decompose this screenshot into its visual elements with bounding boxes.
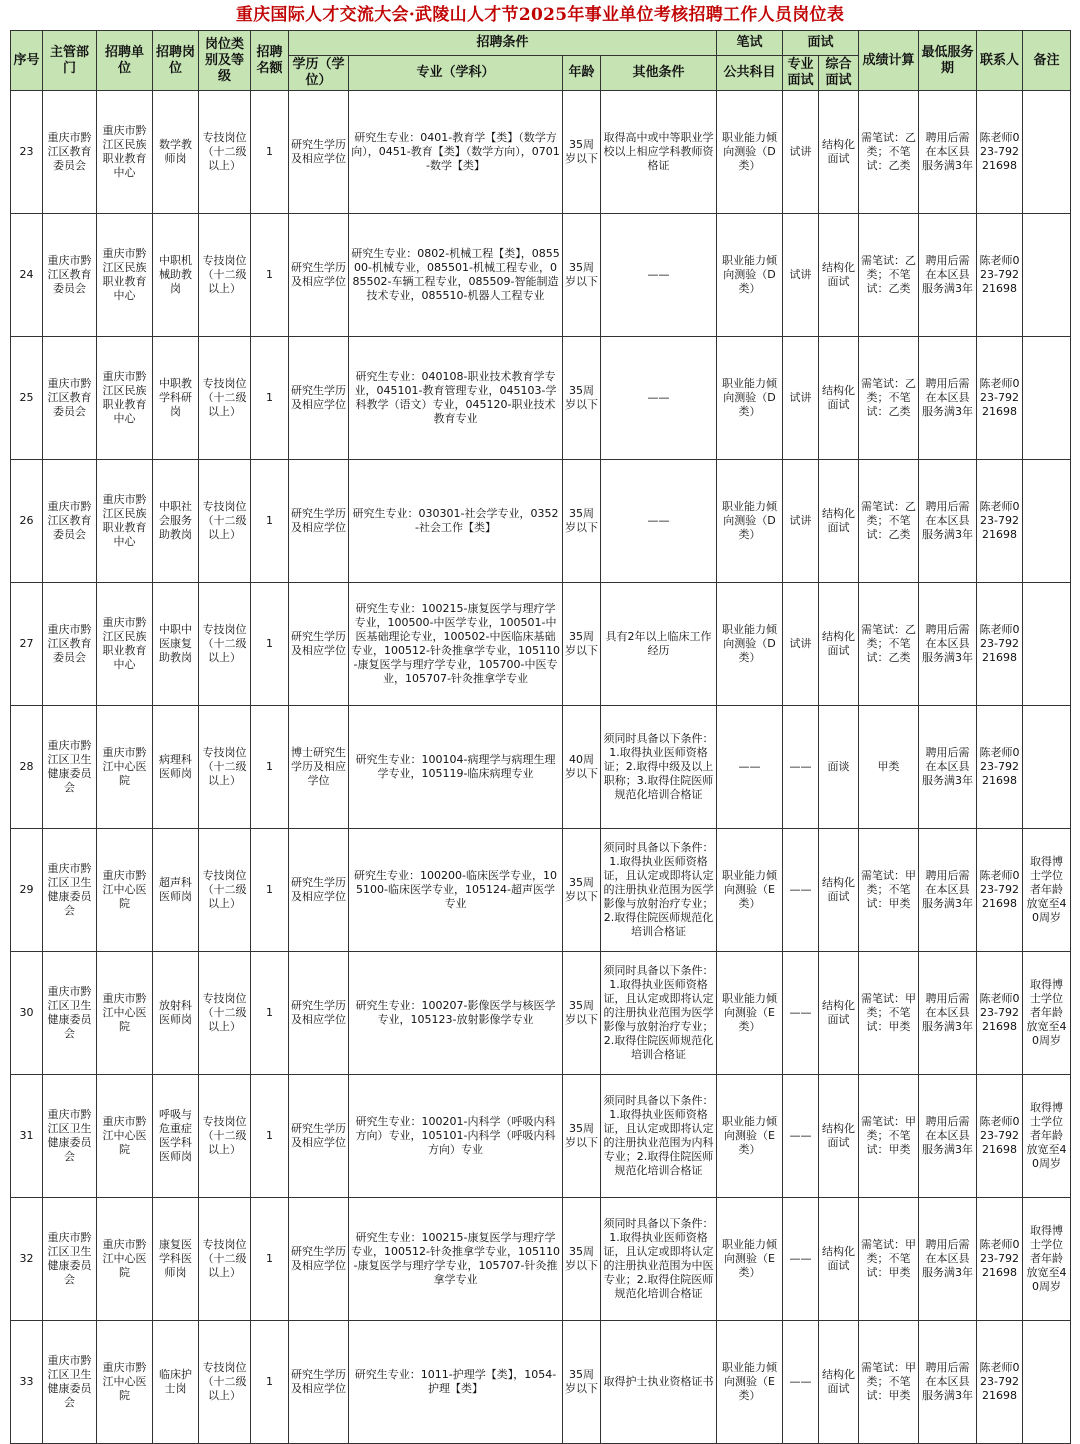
cell-category: 专技岗位（十二级以上） [199,214,251,337]
table-row [11,1075,1071,1198]
table-row [11,337,1071,460]
header-service: 最低服务期 [919,31,977,91]
positions-table [10,30,1071,1444]
cell-category: 专技岗位（十二级以上） [199,583,251,706]
cell-education: 研究生学历及相应学位 [289,829,349,952]
cell-remark [1023,91,1071,214]
header-other: 其他条件 [601,56,717,91]
cell-service: 聘用后需在本区县服务满3年 [919,583,977,706]
header-seq: 序号 [11,31,43,91]
cell-age: 35周岁以下 [563,952,601,1075]
cell-dept: 重庆市黔江区教育委员会 [43,337,97,460]
cell-public: 职业能力倾向测验（E类） [717,952,783,1075]
cell-contact: 陈老师023-79221698 [977,460,1023,583]
cell-comp-interview: 结构化面试 [819,1198,859,1321]
cell-comp-interview: 结构化面试 [819,214,859,337]
cell-age: 35周岁以下 [563,1075,601,1198]
cell-remark [1023,583,1071,706]
table-row [11,583,1071,706]
cell-quota: 1 [251,91,289,214]
cell-category: 专技岗位（十二级以上） [199,91,251,214]
cell-remark [1023,460,1071,583]
cell-post: 中职机械助教岗 [153,214,199,337]
cell-other: 须同时具备以下条件：1.取得执业医师资格证，且认定或即将认定的注册执业范围为医学影像与放射治疗专业；2.取得住院医师规范化培训合格证 [601,952,717,1075]
cell-age: 40周岁以下 [563,706,601,829]
cell-score: 需笔试：甲类；不笔试：甲类 [859,829,919,952]
cell-unit: 重庆市黔江中心医院 [97,952,153,1075]
cell-other: 须同时具备以下条件：1.取得执业医师资格证，且认定或即将认定的注册执业范围为医学影像与放射治疗专业；2.取得住院医师规范化培训合格证 [601,829,717,952]
cell-score: 需笔试：乙类；不笔试：乙类 [859,214,919,337]
cell-education: 研究生学历及相应学位 [289,952,349,1075]
cell-score: 需笔试：甲类；不笔试：甲类 [859,952,919,1075]
table-header [11,31,1071,91]
cell-comp-interview: 结构化面试 [819,583,859,706]
table-row [11,1198,1071,1321]
cell-other: —— [601,460,717,583]
header-written: 笔试 [717,31,783,56]
cell-comp-interview: 结构化面试 [819,460,859,583]
cell-public: 职业能力倾向测验（E类） [717,1198,783,1321]
cell-unit: 重庆市黔江区民族职业教育中心 [97,460,153,583]
cell-public: 职业能力倾向测验（E类） [717,1321,783,1444]
cell-seq: 27 [11,583,43,706]
cell-quota: 1 [251,1075,289,1198]
cell-service: 聘用后需在本区县服务满3年 [919,829,977,952]
cell-dept: 重庆市黔江区教育委员会 [43,91,97,214]
cell-score: 需笔试：甲类；不笔试：甲类 [859,1075,919,1198]
cell-comp-interview: 结构化面试 [819,952,859,1075]
cell-contact: 陈老师023-79221698 [977,1321,1023,1444]
cell-remark [1023,337,1071,460]
cell-comp-interview: 结构化面试 [819,1075,859,1198]
cell-contact: 陈老师023-79221698 [977,952,1023,1075]
cell-unit: 重庆市黔江中心医院 [97,829,153,952]
cell-remark [1023,214,1071,337]
cell-seq: 32 [11,1198,43,1321]
cell-seq: 31 [11,1075,43,1198]
cell-contact: 陈老师023-79221698 [977,1198,1023,1321]
cell-age: 35周岁以下 [563,1198,601,1321]
cell-education: 研究生学历及相应学位 [289,583,349,706]
cell-unit: 重庆市黔江中心医院 [97,1198,153,1321]
cell-unit: 重庆市黔江中心医院 [97,706,153,829]
cell-score: 需笔试：乙类；不笔试：乙类 [859,583,919,706]
header-education: 学历（学位） [289,56,349,91]
cell-remark: 取得博士学位者年龄放宽至40周岁 [1023,952,1071,1075]
cell-category: 专技岗位（十二级以上） [199,952,251,1075]
cell-other: —— [601,214,717,337]
cell-comp-interview: 结构化面试 [819,337,859,460]
cell-seq: 28 [11,706,43,829]
cell-contact: 陈老师023-79221698 [977,706,1023,829]
cell-unit: 重庆市黔江区民族职业教育中心 [97,91,153,214]
cell-seq: 33 [11,1321,43,1444]
cell-quota: 1 [251,1198,289,1321]
cell-quota: 1 [251,460,289,583]
cell-major: 研究生专业：100200-临床医学专业，105100-临床医学专业，105124-超声医学专业 [349,829,563,952]
cell-other: 须同时具备以下条件：1.取得执业医师资格证；2.取得中级及以上职称；3.取得住院医师规范化培训合格证 [601,706,717,829]
cell-remark: 取得博士学位者年龄放宽至40周岁 [1023,1198,1071,1321]
cell-comp-interview: 面谈 [819,706,859,829]
cell-contact: 陈老师023-79221698 [977,1075,1023,1198]
cell-other: 取得护士执业资格证书 [601,1321,717,1444]
cell-quota: 1 [251,583,289,706]
cell-service: 聘用后需在本区县服务满3年 [919,214,977,337]
cell-major: 研究生专业：100104-病理学与病理生理学专业，105119-临床病理专业 [349,706,563,829]
cell-comp-interview: 结构化面试 [819,1321,859,1444]
cell-quota: 1 [251,829,289,952]
cell-dept: 重庆市黔江区卫生健康委员会 [43,1321,97,1444]
header-category: 岗位类别及等级 [199,31,251,91]
header-contact: 联系人 [977,31,1023,91]
cell-category: 专技岗位（十二级以上） [199,460,251,583]
cell-dept: 重庆市黔江区卫生健康委员会 [43,829,97,952]
cell-pro-interview: 试讲 [783,91,819,214]
header-conditions: 招聘条件 [289,31,717,56]
cell-pro-interview: —— [783,706,819,829]
cell-public: 职业能力倾向测验（D类） [717,214,783,337]
cell-age: 35周岁以下 [563,1321,601,1444]
cell-unit: 重庆市黔江区民族职业教育中心 [97,583,153,706]
cell-public: 职业能力倾向测验（E类） [717,829,783,952]
cell-unit: 重庆市黔江区民族职业教育中心 [97,337,153,460]
cell-comp-interview: 结构化面试 [819,829,859,952]
table-row [11,1321,1071,1444]
cell-pro-interview: —— [783,1198,819,1321]
header-remark: 备注 [1023,31,1071,91]
cell-comp-interview: 结构化面试 [819,91,859,214]
cell-service: 聘用后需在本区县服务满3年 [919,1075,977,1198]
cell-other: 具有2年以上临床工作经历 [601,583,717,706]
cell-post: 康复医学科医师岗 [153,1198,199,1321]
cell-education: 研究生学历及相应学位 [289,460,349,583]
header-quota: 招聘名额 [251,31,289,91]
cell-post: 中职社会服务助教岗 [153,460,199,583]
cell-pro-interview: 试讲 [783,214,819,337]
cell-service: 聘用后需在本区县服务满3年 [919,1321,977,1444]
cell-education: 研究生学历及相应学位 [289,1075,349,1198]
cell-post: 呼吸与危重症医学科医师岗 [153,1075,199,1198]
cell-post: 数学教师岗 [153,91,199,214]
cell-seq: 26 [11,460,43,583]
cell-unit: 重庆市黔江区民族职业教育中心 [97,214,153,337]
cell-major: 研究生专业：1011-护理学【类】，1054-护理【类】 [349,1321,563,1444]
cell-age: 35周岁以下 [563,91,601,214]
cell-seq: 23 [11,91,43,214]
table-row [11,91,1071,214]
cell-remark: 取得博士学位者年龄放宽至40周岁 [1023,1075,1071,1198]
cell-category: 专技岗位（十二级以上） [199,829,251,952]
cell-age: 35周岁以下 [563,583,601,706]
cell-quota: 1 [251,952,289,1075]
cell-pro-interview: 试讲 [783,583,819,706]
cell-category: 专技岗位（十二级以上） [199,1198,251,1321]
cell-public: 职业能力倾向测验（D类） [717,91,783,214]
cell-dept: 重庆市黔江区教育委员会 [43,214,97,337]
cell-education: 研究生学历及相应学位 [289,337,349,460]
cell-unit: 重庆市黔江中心医院 [97,1321,153,1444]
cell-category: 专技岗位（十二级以上） [199,1075,251,1198]
cell-pro-interview: —— [783,829,819,952]
cell-category: 专技岗位（十二级以上） [199,706,251,829]
cell-post: 病理科医师岗 [153,706,199,829]
cell-dept: 重庆市黔江区教育委员会 [43,460,97,583]
cell-score: 甲类 [859,706,919,829]
page-title: 重庆国际人才交流大会·武陵山人才节2025年事业单位考核招聘工作人员岗位表 [235,5,845,25]
cell-seq: 29 [11,829,43,952]
header-comp-interview: 综合面试 [819,56,859,91]
cell-dept: 重庆市黔江区教育委员会 [43,583,97,706]
cell-pro-interview: 试讲 [783,460,819,583]
cell-dept: 重庆市黔江区卫生健康委员会 [43,1198,97,1321]
cell-seq: 30 [11,952,43,1075]
cell-contact: 陈老师023-79221698 [977,829,1023,952]
cell-public: 职业能力倾向测验（D类） [717,460,783,583]
cell-dept: 重庆市黔江区卫生健康委员会 [43,1075,97,1198]
header-interview: 面试 [783,31,859,56]
cell-age: 35周岁以下 [563,460,601,583]
table-row [11,952,1071,1075]
cell-score: 需笔试：乙类；不笔试：乙类 [859,460,919,583]
cell-public: —— [717,706,783,829]
cell-other: 须同时具备以下条件：1.取得执业医师资格证，且认定或即将认定的注册执业范围为中医专业；2.取得住院医师规范化培训合格证 [601,1198,717,1321]
cell-quota: 1 [251,706,289,829]
cell-pro-interview: —— [783,1321,819,1444]
cell-post: 中职教学科研岗 [153,337,199,460]
cell-service: 聘用后需在本区县服务满3年 [919,1198,977,1321]
cell-other: 取得高中或中等职业学校以上相应学科教师资格证 [601,91,717,214]
cell-pro-interview: 试讲 [783,337,819,460]
cell-pro-interview: —— [783,1075,819,1198]
table-body [11,91,1071,1444]
cell-major: 研究生专业：030301-社会学专业，0352-社会工作【类】 [349,460,563,583]
header-major: 专业（学科） [349,56,563,91]
header-dept: 主管部门 [43,31,97,91]
cell-education: 研究生学历及相应学位 [289,1321,349,1444]
cell-unit: 重庆市黔江中心医院 [97,1075,153,1198]
table-row [11,829,1071,952]
cell-post: 放射科医师岗 [153,952,199,1075]
table-row [11,214,1071,337]
cell-remark [1023,706,1071,829]
header-unit: 招聘单位 [97,31,153,91]
cell-education: 研究生学历及相应学位 [289,91,349,214]
cell-post: 超声科医师岗 [153,829,199,952]
cell-quota: 1 [251,214,289,337]
cell-contact: 陈老师023-79221698 [977,583,1023,706]
cell-contact: 陈老师023-79221698 [977,91,1023,214]
cell-public: 职业能力倾向测验（D类） [717,337,783,460]
cell-major: 研究生专业：100207-影像医学与核医学专业，105123-放射影像学专业 [349,952,563,1075]
cell-service: 聘用后需在本区县服务满3年 [919,91,977,214]
cell-category: 专技岗位（十二级以上） [199,337,251,460]
cell-contact: 陈老师023-79221698 [977,214,1023,337]
cell-pro-interview: —— [783,952,819,1075]
cell-service: 聘用后需在本区县服务满3年 [919,337,977,460]
cell-remark: 取得博士学位者年龄放宽至40周岁 [1023,829,1071,952]
cell-seq: 24 [11,214,43,337]
cell-age: 35周岁以下 [563,214,601,337]
cell-other: 须同时具备以下条件：1.取得执业医师资格证，且认定或即将认定的注册执业范围为内科专业；2.取得住院医师规范化培训合格证 [601,1075,717,1198]
cell-service: 聘用后需在本区县服务满3年 [919,460,977,583]
header-score: 成绩计算 [859,31,919,91]
cell-major: 研究生专业：040108-职业技术教育学专业，045101-教育管理专业，045103-学科教学（语文）专业，045120-职业技术教育专业 [349,337,563,460]
cell-score: 需笔试：乙类；不笔试：乙类 [859,337,919,460]
cell-education: 研究生学历及相应学位 [289,214,349,337]
cell-contact: 陈老师023-79221698 [977,337,1023,460]
cell-major: 研究生专业：100201-内科学（呼吸内科方向）专业，105101-内科学（呼吸内科方向）专业 [349,1075,563,1198]
cell-other: —— [601,337,717,460]
cell-score: 需笔试：甲类；不笔试：甲类 [859,1198,919,1321]
table-row [11,460,1071,583]
cell-dept: 重庆市黔江区卫生健康委员会 [43,706,97,829]
cell-education: 研究生学历及相应学位 [289,1198,349,1321]
cell-post: 中职中医康复助教岗 [153,583,199,706]
table-row [11,706,1071,829]
cell-major: 研究生专业：100215-康复医学与理疗学专业，100512-针灸推拿学专业，105110-康复医学与理疗学专业，105707-针灸推拿学专业 [349,1198,563,1321]
cell-dept: 重庆市黔江区卫生健康委员会 [43,952,97,1075]
cell-major: 研究生专业：0802-机械工程【类】，085500-机械专业，085501-机械工程专业，085502-车辆工程专业，085509-智能制造技术专业，085510-机器人工程专业 [349,214,563,337]
cell-education: 博士研究生学历及相应学位 [289,706,349,829]
header-public: 公共科目 [717,56,783,91]
header-age: 年龄 [563,56,601,91]
cell-public: 职业能力倾向测验（D类） [717,583,783,706]
cell-seq: 25 [11,337,43,460]
cell-age: 35周岁以下 [563,337,601,460]
cell-quota: 1 [251,337,289,460]
cell-major: 研究生专业：100215-康复医学与理疗学专业，100500-中医学专业，100501-中医基础理论专业，100502-中医临床基础专业，100512-针灸推拿学专业，105110-康复医学与理疗学专业，105700-中医专业，105707-针灸推拿学专业 [349,583,563,706]
cell-post: 临床护士岗 [153,1321,199,1444]
cell-quota: 1 [251,1321,289,1444]
header-pro-interview: 专业面试 [783,56,819,91]
header-post: 招聘岗位 [153,31,199,91]
cell-service: 聘用后需在本区县服务满3年 [919,706,977,829]
cell-score: 需笔试：甲类；不笔试：甲类 [859,1321,919,1444]
cell-score: 需笔试：乙类；不笔试：乙类 [859,91,919,214]
cell-public: 职业能力倾向测验（E类） [717,1075,783,1198]
cell-age: 35周岁以下 [563,829,601,952]
cell-major: 研究生专业：0401-教育学【类】（数学方向），0451-教育【类】（数学方向），0701-数学【类】 [349,91,563,214]
cell-category: 专技岗位（十二级以上） [199,1321,251,1444]
cell-remark [1023,1321,1071,1444]
cell-service: 聘用后需在本区县服务满3年 [919,952,977,1075]
